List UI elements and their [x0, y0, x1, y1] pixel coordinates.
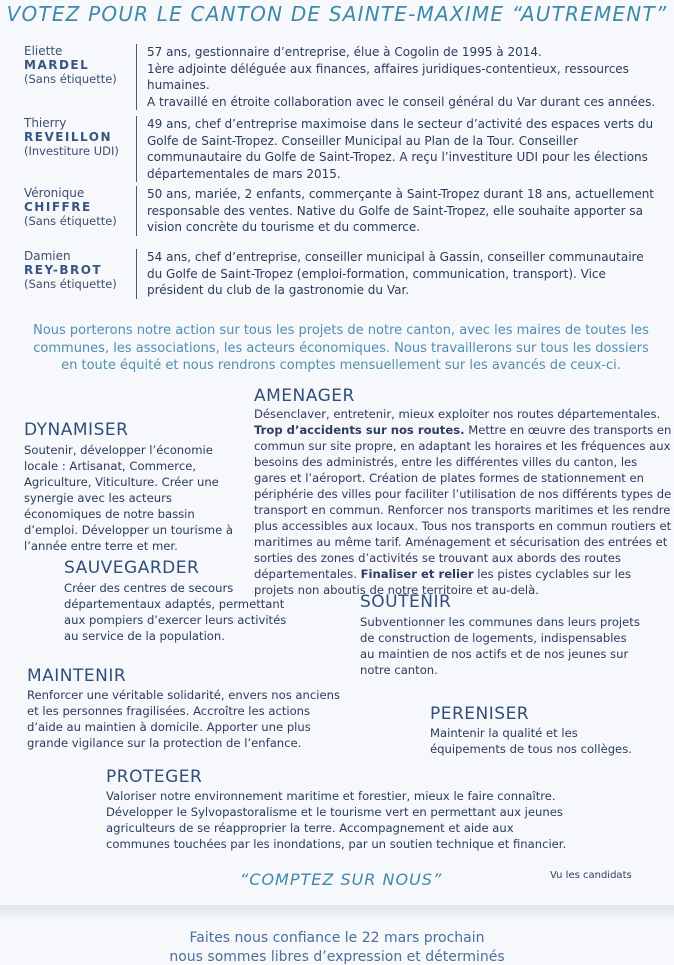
candidate-last-name: MARDEL — [24, 58, 90, 72]
candidate-bio: 54 ans, chef d’entreprise, conseiller municipal à Gassin, conseiller communautaire du Golfe de Saint-Tropez (emploi-formation, communication, transport). Vice président du club de la gastronomie du Var. — [136, 249, 659, 299]
vu-les-candidats: Vu les candidats — [550, 870, 632, 881]
amenager-body-text-1: Mettre en œuvre des transports en commun sur site propre, en adaptant les horaires et les fréquences aux besoins des administrés, entre les différentes villes du canton, les gares et l’aéroport. Création de plates formes de stationnement en périphérie des villes pour faciliter l’utilisation de nos différents types de transport en commun. Renforcer nos transports maritimes et les rendre plus accessibles aux locaux. Tous nos transports en commun routiers et maritimes au même tarif. Aménagement et sécurisation des entrées et sorties des zones d’activités se trouvant aux abords des routes départementales. — [254, 423, 672, 581]
candidate-first-name: Thierry — [24, 116, 67, 130]
dynamiser-text: Soutenir, développer l’économie locale : Artisanat, Commerce, Agriculture, Viticulture. Créer une synergie avec les acteurs économiques de notre bassin d’emploi. Développer un tourisme à l’année entre terre et mer. — [24, 443, 234, 553]
proteger-text: Valoriser notre environnement maritime et forestier, mieux le faire connaître. Développer le Sylvopastoralisme et le tourisme vert en permettant aux jeunes agriculteurs de se réapproprier la terre. Accompagnement et aide aux communes touchées par les inondations, par un soutien technique et financier. — [106, 789, 567, 851]
candidate-last-name: REVEILLON — [24, 130, 112, 144]
candidate-last-name: CHIFFRE — [24, 200, 92, 214]
soutenir-heading: SOUTENIR — [360, 592, 452, 612]
amenager-bold-2: Finaliser et relier — [360, 567, 474, 581]
proteger-heading: PROTEGER — [106, 767, 203, 787]
candidate-tag: (Sans étiquette) — [24, 277, 117, 291]
amenager-text — [254, 406, 672, 598]
candidate-first-name: Eliette — [24, 44, 63, 58]
bio-line: 57 ans, gestionnaire d’entreprise, élue à Cogolin de 1995 à 2014. — [147, 45, 542, 59]
candidate-first-name: Véronique — [24, 186, 85, 200]
candidate-bio — [136, 44, 659, 110]
candidate-mardel — [24, 44, 656, 109]
candidate-rey-brot — [24, 249, 654, 297]
maintenir-heading: MAINTENIR — [27, 666, 127, 686]
candidate-tag: (Sans étiquette) — [24, 72, 117, 86]
intro-paragraph: Nous porterons notre action sur tous les projets de notre canton, avec les maires de toutes les communes, les associations, les acteurs économiques. Nous travaillerons sur tous les dossiers en toute équité et nous rendrons comptes mensuellement sur les avancés de ceux-ci. — [33, 323, 649, 373]
amenager-body — [254, 422, 672, 598]
maintenir-text: Renforcer une véritable solidarité, envers nos anciens et les personnes fragilisées. Accroître les actions d’aide au maintien à domicile. Apporter une plus grande vigilance sur la protection de l’enfance. — [27, 688, 340, 750]
candidate-tag: (Sans étiquette) — [24, 214, 117, 228]
amenager-body-text-2: les pistes cyclables sur les projets non aboutis de notre territoire et au-delà. — [254, 567, 631, 597]
amenager-line: Désenclaver, entretenir, mieux exploiter nos routes départementales. — [254, 407, 661, 421]
sauvegarder-heading: SAUVEGARDER — [64, 558, 200, 578]
candidate-tag: (Investiture UDI) — [24, 144, 119, 158]
sauvegarder-text: Créer des centres de secours départementaux adaptés, permettant aux pompiers d’exercer leurs activités au service de la population. — [64, 581, 287, 643]
candidate-chiffre — [24, 186, 655, 234]
amenager-heading: AMENAGER — [254, 386, 355, 406]
bio-line: A travaillé en étroite collaboration avec le conseil général du Var durant ces années. — [147, 94, 656, 109]
bio-line: 1ère adjointe déléguée aux finances, affaires juridiques-contentieux, ressources humaines. — [147, 61, 629, 92]
candidate-bio: 49 ans, chef d’entreprise maximoise dans le secteur d’activité des espaces verts du Golfe de Saint-Tropez. Conseiller Municipal au Plan de la Tour. Conseiller communautaire du Golfe de Saint-Tropez. A reçu l’investiture UDI pour les élections départementales de mars 2015. — [136, 116, 659, 182]
page-fold — [0, 905, 674, 919]
candidate-reveillon — [24, 116, 654, 181]
pereniser-text: Maintenir la qualité et les équipements de tous nos collèges. — [430, 726, 632, 756]
candidate-first-name: Damien — [24, 249, 71, 263]
candidate-bio: 50 ans, mariée, 2 enfants, commerçante à Saint-Tropez durant 18 ans, actuellement responsable des ventes. Native du Golfe de Saint-Tropez, elle souhaite apporter sa vision concrète du tourisme et du commerce. — [136, 186, 659, 236]
soutenir-text: Subventionner les communes dans leurs projets de construction de logements, indispensables au maintien de nos actifs et de nos jeunes sur notre canton. — [360, 615, 640, 677]
amenager-bold-1: Trop d’accidents sur nos routes. — [254, 423, 465, 437]
slogan: “COMPTEZ SUR NOUS” — [240, 870, 443, 889]
candidate-last-name: REY-BROT — [24, 263, 103, 277]
page-title: VOTEZ POUR LE CANTON DE SAINTE-MAXIME “AUTREMENT” — [6, 2, 668, 26]
footer-line-1: Faites nous confiance le 22 mars prochain — [189, 930, 485, 946]
footer-line-2: nous sommes libres d’expression et déterminés — [169, 949, 505, 965]
pereniser-heading: PERENISER — [430, 704, 530, 724]
dynamiser-heading: DYNAMISER — [24, 420, 129, 440]
